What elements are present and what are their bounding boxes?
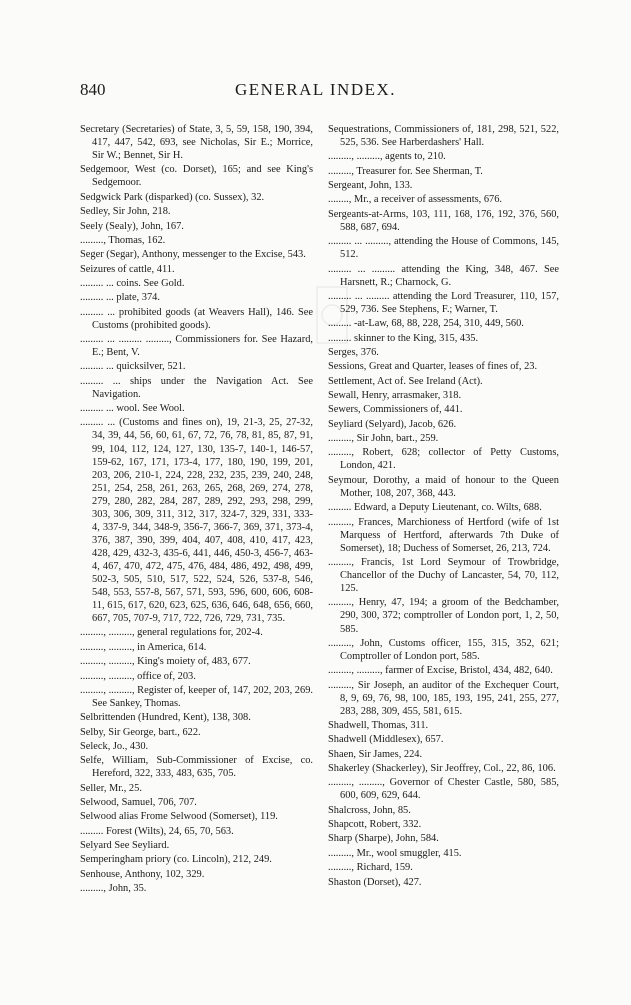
index-entry: ........., ........., in America, 614. (80, 641, 207, 653)
index-entry: ........., ........., office of, 203. (80, 670, 196, 682)
index-entry: ......... ... ......... attending the King, 348, 467. See Harsnett, R.; Charnock, G. (328, 263, 559, 288)
index-entry: ........., Robert, 628; collector of Petty Customs, London, 421. (328, 447, 559, 472)
index-entry: Sergeant, John, 133. (328, 180, 413, 192)
index-entry: ......... Forest (Wilts), 24, 65, 70, 563. (80, 825, 234, 837)
index-entry: ......... ... plate, 374. (80, 292, 160, 304)
page-title: GENERAL INDEX. (234, 80, 397, 99)
index-entry: Selyard See Seyliard. (80, 840, 170, 852)
index-entry: Senhouse, Anthony, 102, 329. (80, 868, 205, 880)
index-entry: Seyliard (Selyard), Jacob, 626. (328, 418, 457, 430)
index-entry: Selby, Sir George, bart., 622. (80, 726, 201, 738)
index-entry: ........, Mr., a receiver of assessments, 676. (328, 194, 503, 206)
index-column-left (80, 123, 313, 896)
index-entry: ........., Mr., wool smuggler, 415. (328, 847, 462, 859)
index-entry: ......... Edward, a Deputy Lieutenant, co. Wilts, 688. (328, 502, 542, 514)
index-entry: ........., Sir John, bart., 259. (328, 433, 439, 445)
index-entry: ........., Henry, 47, 194; a groom of the Bedchamber, 290, 300, 372; comptroller of London port, 1, 2, 50, 585. (328, 597, 559, 635)
index-entry: ........., ........., King's moiety of, 483, 677. (80, 656, 251, 668)
index-entry: Seymour, Dorothy, a maid of honour to the Queen Mother, 108, 207, 368, 443. (328, 474, 559, 499)
index-entry: ......... ... prohibited goods (at Weavers Hall), 146. See Customs (prohibited goods). (80, 306, 313, 331)
index-entry: ......... skinner to the King, 315, 435. (328, 332, 479, 344)
index-entry: ........., Treasurer for. See Sherman, T. (328, 165, 483, 177)
index-entry: Shaen, Sir James, 224. (328, 748, 423, 760)
index-entry: Settlement, Act of. See Ireland (Act). (328, 375, 483, 387)
index-entry: Shapcott, Robert, 332. (328, 819, 422, 831)
index-entry: ........., John, 35. (80, 883, 147, 895)
index-entry: Seizures of cattle, 411. (80, 263, 175, 275)
index-entry: Selfe, William, Sub-Commissioner of Excise, co. Hereford, 322, 333, 483, 635, 705. (80, 755, 313, 780)
index-entry: Shalcross, John, 85. (328, 804, 411, 816)
index-entry: ........., ........., Governor of Chester Castle, 580, 585, 600, 609, 629, 644. (328, 777, 559, 802)
index-entry: Sedgwick Park (disparked) (co. Sussex), 32. (80, 191, 265, 203)
index-entry: Shadwell (Middlesex), 657. (328, 734, 444, 746)
index-entry: ......... ... quicksilver, 521. (80, 361, 186, 373)
index-entry: ......... -at-Law, 68, 88, 228, 254, 310, 449, 560. (328, 318, 524, 330)
index-entry: ......... ... coins. See Gold. (80, 277, 185, 289)
index-entry: Seger (Segar), Anthony, messenger to the Excise, 543. (80, 249, 306, 261)
index-entry: Sedgemoor, West (co. Dorset), 165; and see King's Sedgemoor. (80, 164, 313, 189)
index-entry: ......... ... (Customs and fines on), 19, 21-3, 25, 27-32, 34, 39, 44, 56, 60, 61, 67, 72, 76, 78, 81, 85, 87, 91, 99, 104, 112, 124, 127, 130, 135-7, 140-1, 146-57, 159-62, 167, 171, 173-4, 177, 180, 190, 199, 201, 203, 206, 210-1, 224, 228, 232, 235, 239, 240, 248, 251, 254, 258, 261, 263, 265, 268, 269, 274, 278, 279, 280, 282, 284, 287, 289, 292, 293, 298, 299, 303, 306, 309, 311, 312, 317, 324-7, 329, 331, 333-4, 337-9, 344, 348-9, 356-7, 366-7, 369, 371, 373-4, 376, 387, 390, 399, 404, 407, 408, 410, 417, 423, 428, 429, 432-3, 435-6, 441, 446, 450-3, 456-7, 463-4, 467, 470, 472, 475, 476, 484, 486, 492, 498, 499, 502-3, 505, 510, 517, 522, 524, 526, 537-8, 546, 548, 553, 557-8, 567, 571, 593, 596, 600, 606, 608-11, 615, 617, 620, 623, 625, 636, 646, 648, 656, 660, 667, 705, 707-9, 717, 722, 726, 729, 731, 735. (80, 417, 313, 625)
index-entry: Sergeants-at-Arms, 103, 111, 168, 176, 192, 376, 560, 588, 687, 694. (328, 208, 559, 233)
index-entry: ........., ........., general regulations for, 202-4. (80, 627, 263, 639)
index-entry: ........., ........., agents to, 210. (328, 151, 446, 163)
index-entry: ........., ........., farmer of Excise, Bristol, 434, 482, 640. (328, 665, 553, 677)
page-header (0, 80, 631, 106)
index-entry: Shakerley (Shackerley), Sir Jeoffrey, Col., 22, 86, 106. (328, 763, 556, 775)
index-entry: Seely (Sealy), John, 167. (80, 220, 184, 232)
page-number: 840 (80, 80, 106, 99)
index-entry: Sewall, Henry, arrasmaker, 318. (328, 390, 462, 402)
index-entry: ........., John, Customs officer, 155, 315, 352, 621; Comptroller of London port, 585. (328, 637, 559, 662)
index-entry: ......... ... ......... attending the Lord Treasurer, 110, 157, 529, 736. See Stephens, F.; Warner, T. (328, 290, 559, 315)
index-entry: ......... ... ships under the Navigation Act. See Navigation. (80, 375, 313, 400)
index-entry: ......... ... ......... ........., Commissioners for. See Hazard, E.; Bent, V. (80, 333, 313, 359)
index-entry: ........., Sir Joseph, an auditor of the Exchequer Court, 8, 9, 69, 76, 98, 100, 185, 193, 195, 241, 255, 277, 283, 288, 309, 455, 581, 615. (328, 679, 559, 717)
index-entry: Serges, 376. (328, 347, 379, 359)
index-entry: Selwood alias Frome Selwood (Somerset), 119. (80, 811, 278, 823)
index-entry: ......... ... wool. See Wool. (80, 403, 185, 415)
index-entry: Sedley, Sir John, 218. (80, 206, 171, 218)
index-entry: ........., ........., Register of, keeper of, 147, 202, 203, 269. See Sankey, Thomas. (80, 684, 313, 709)
index-entry: Sharp (Sharpe), John, 584. (328, 833, 439, 845)
index-entry: Selwood, Samuel, 706, 707. (80, 797, 197, 809)
index-entry: Selbrittenden (Hundred, Kent), 138, 308. (80, 712, 251, 724)
index-entry: Shadwell, Thomas, 311. (328, 720, 429, 732)
index-entry: ........., Frances, Marchioness of Hertford (wife of 1st Marquess of Hertford, afterwards 7th Duke of Somerset), 18; Duchess of Somerset, 26, 213, 724. (328, 516, 559, 554)
index-entry: ........., Richard, 159. (328, 862, 413, 874)
index-entry: Sessions, Great and Quarter, leases of fines of, 23. (328, 361, 538, 373)
index-entry: Seller, Mr., 25. (80, 782, 142, 794)
index-entry: Semperingham priory (co. Lincoln), 212, 249. (80, 854, 272, 866)
index-entry: Sewers, Commissioners of, 441. (328, 404, 463, 416)
index-entry: Secretary (Secretaries) of State, 3, 5, 59, 158, 190, 394, 417, 447, 542, 693, see Nicholas, Sir E.; Morrice, Sir W.; Bennet, Sir H. (80, 124, 313, 162)
index-entry: Seleck, Jo., 430. (80, 740, 149, 752)
index-entry: Sequestrations, Commissioners of, 181, 298, 521, 522, 525, 536. See Harberdashers' Hall. (328, 124, 559, 149)
index-entry: Shaston (Dorset), 427. (328, 876, 422, 888)
index-column-right (328, 123, 559, 890)
index-entry: ........., Francis, 1st Lord Seymour of Trowbridge, Chancellor of the Duchy of Lancaster, 54, 70, 112, 125. (328, 556, 559, 595)
index-entry: ........., Thomas, 162. (80, 234, 166, 246)
index-entry: ......... ... ........., attending the House of Commons, 145, 512. (328, 236, 559, 261)
